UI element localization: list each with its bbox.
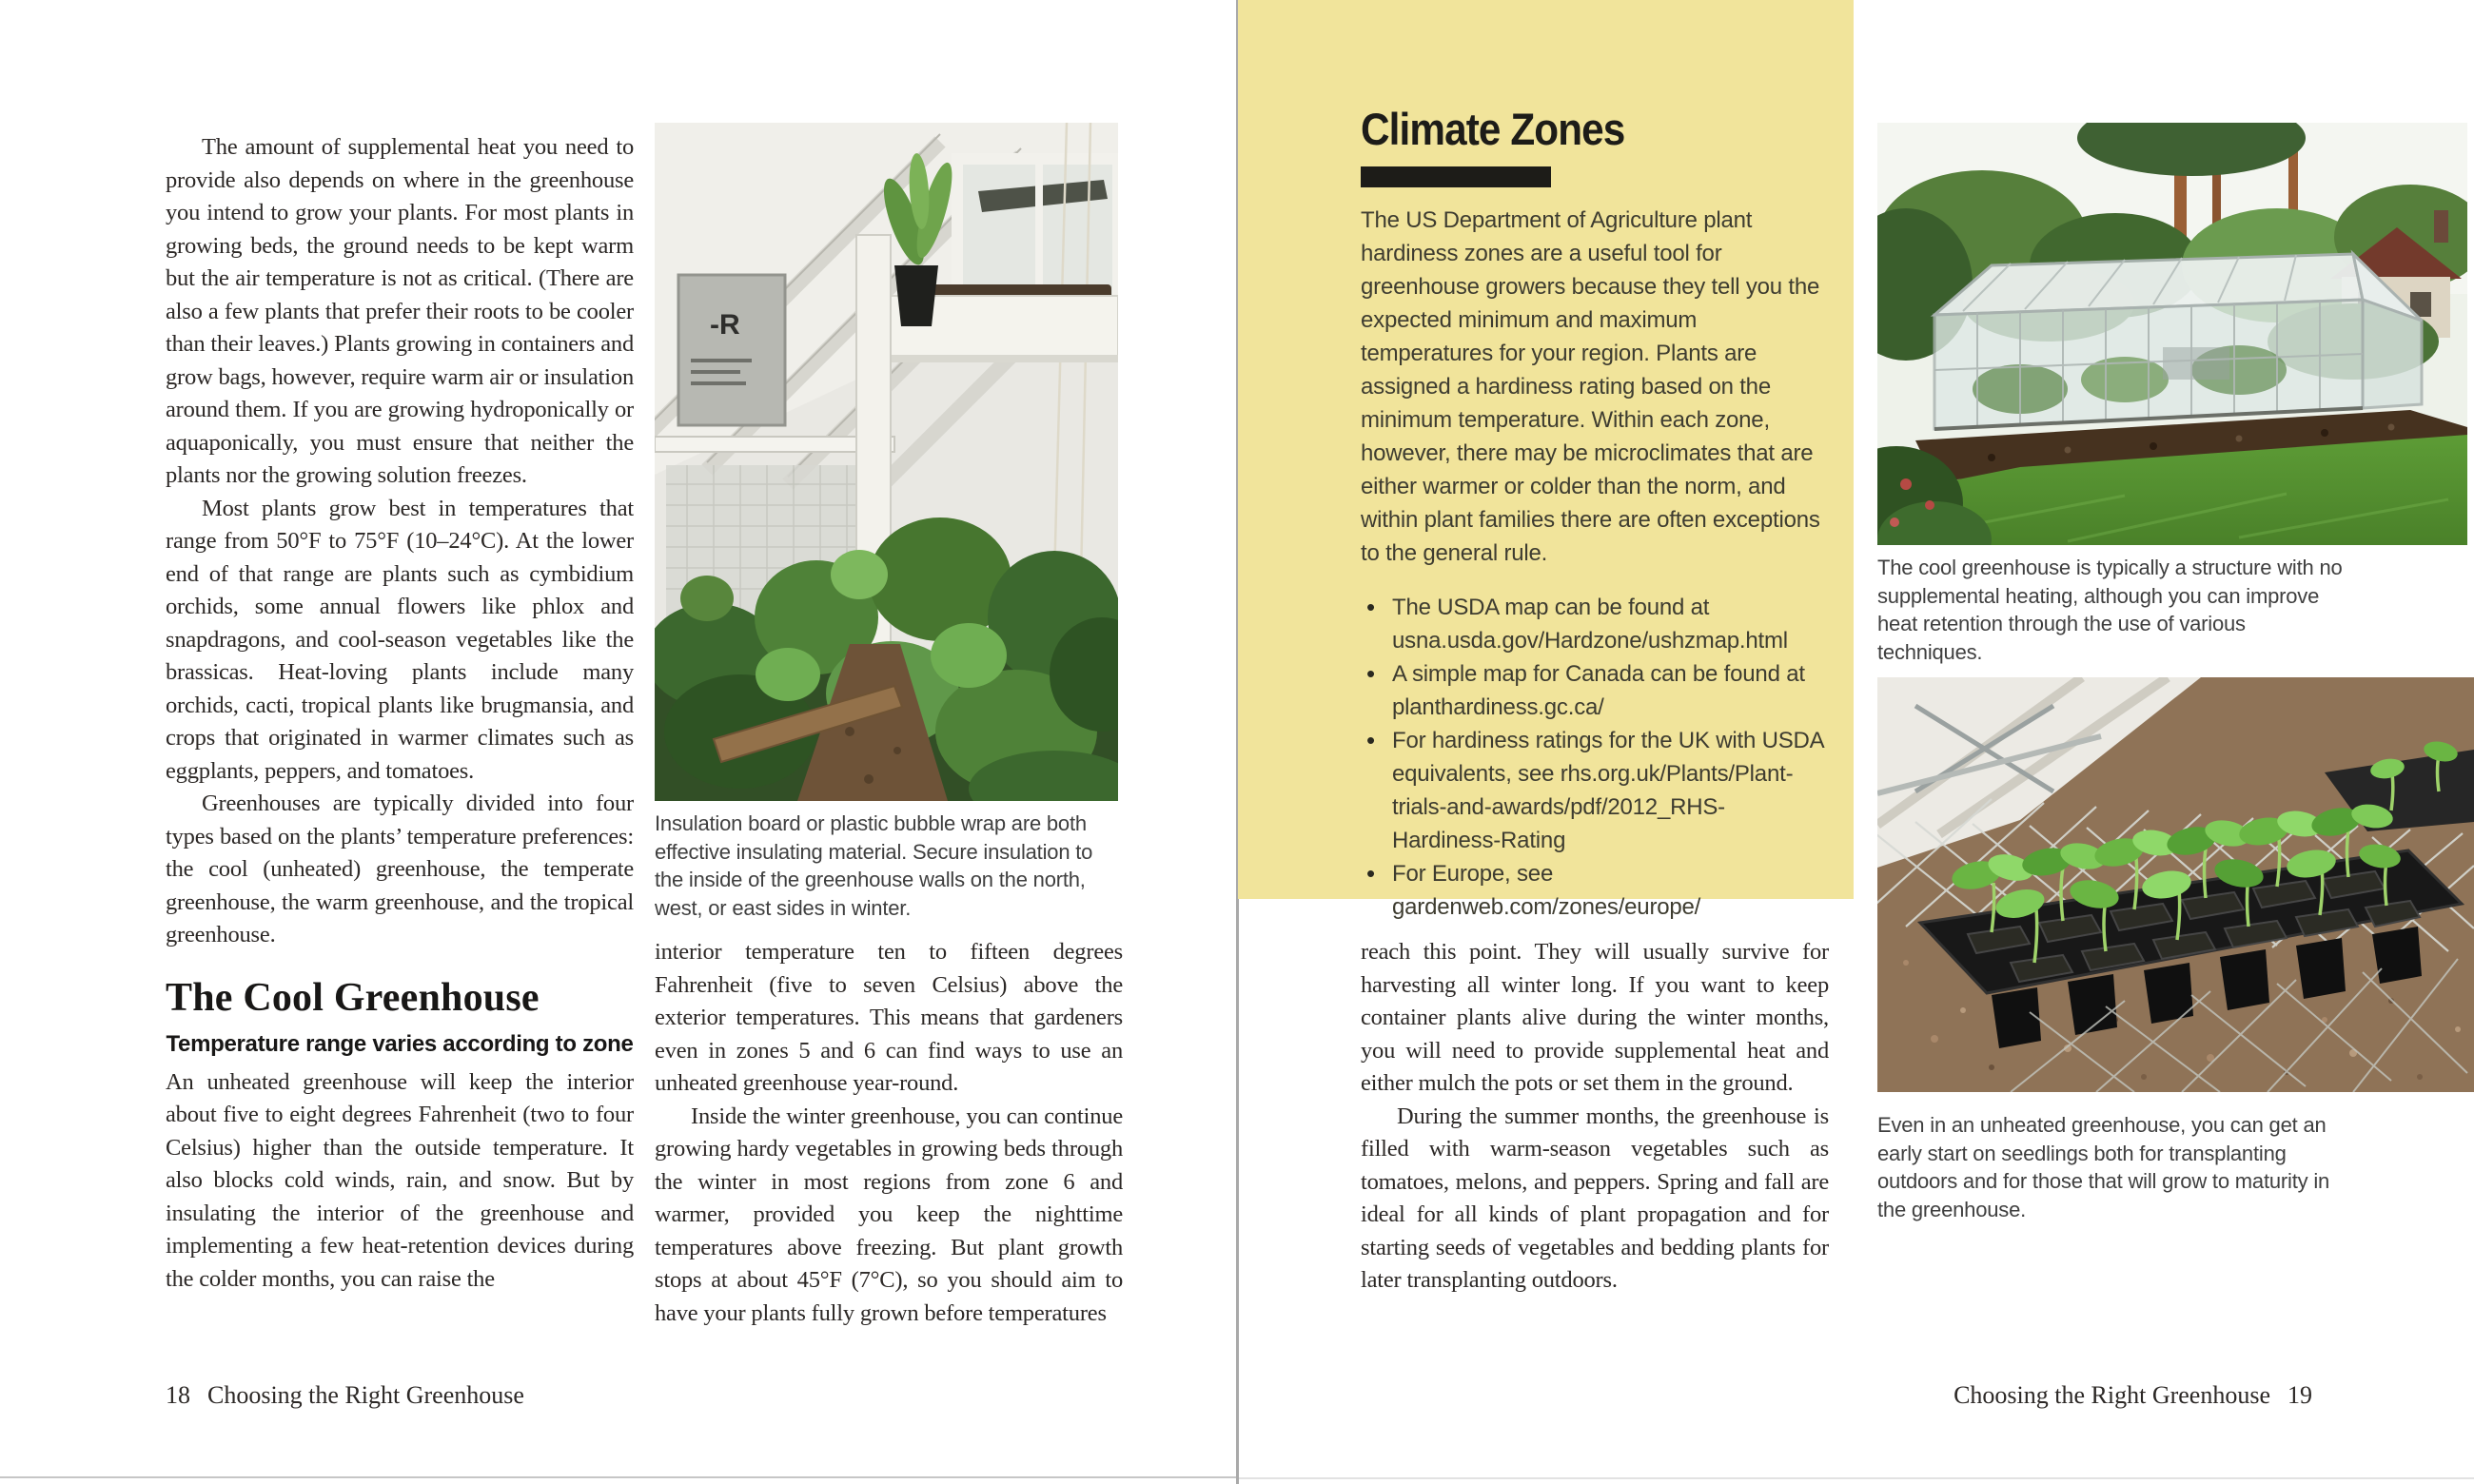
insulation-board: [678, 275, 785, 425]
left-column-1: [166, 131, 634, 1296]
sidebar-intro: The US Department of Agriculture plant hardiness zones are a useful tool for greenhouse growers because they tell you the expected minimum and maximum temperatures for your region. Plants are assigned a hardiness rating based on the minimum temperature. Within each zone, however, there may be microclimates that are either warmer or colder than the norm, and within plant families there are often exceptions to the general rule.: [1361, 207, 1820, 566]
seedlings-illustration: [1877, 677, 2474, 1092]
section-heading: The Cool Greenhouse: [166, 975, 540, 1020]
right-column: [1361, 936, 1829, 1298]
paragraph: Most plants grow best in temperatures that range from 50°F to 75°F (10–24°C). At the lower end of that range are plants such as cymbidium orchids, some annual flowers like phlox and snapdragons, and cool-season vegetables like the brassicas. Heat-loving plants include many orchids, cacti, tropical plants like brugmansia, and crops that originated in warmer climates such as eggplants, peppers, and tomatoes.: [166, 495, 634, 784]
climate-zones-sidebar: [1238, 0, 1854, 920]
paragraph: An unheated greenhouse will keep the interior about five to eight degrees Fahrenheit (two to four Celsius) higher than the outside temperature. It also blocks cold winds, rain, and snow. But by insulating the interior of the greenhouse and implementing a few heat-retention devices during the colder months, you can raise the: [166, 1068, 634, 1292]
greenhouse-exterior-illustration: [1877, 123, 2467, 545]
page-bottom-edge-left: [0, 1476, 1236, 1478]
page-number: 18: [166, 1381, 190, 1409]
paragraph: interior temperature ten to fifteen degrees Fahrenheit (five to seven Celsius) above the exterior temperatures. This means that gardeners even in zones 5 and 6 can find ways to use an unheated greenhouse year-round.: [655, 939, 1123, 1096]
page-footer-right: [1954, 1381, 2312, 1410]
page-footer-left: [166, 1381, 524, 1410]
title-underline-bar: [1361, 166, 1551, 187]
paragraph: During the summer months, the greenhouse is filled with warm-season vegetables such as tomatoes, melons, and peppers. Spring and fall are ideal for all kinds of plant propagation and for starting seeds of vegetables and bedding plants for later transplanting outdoors.: [1361, 1103, 1829, 1293]
photo-greenhouse-interior: [655, 123, 1118, 801]
photo-caption: The cool greenhouse is typically a structure with no supplemental heating, although you can improve heat retention through the use of various techniques.: [1877, 556, 2343, 664]
hardiness-resource-item: • For hardiness ratings for the UK with USDA equivalents, see rhs.org.uk/Plants/Plant-trials-and-awards/pdf/2012_RHS-Hardiness-Rating: [1361, 724, 1833, 857]
paragraph: Greenhouses are typically divided into four types based on the plants’ temperature preferences: the cool (unheated) greenhouse, the temperate greenhouse, the warm greenhouse, and the tropical greenhouse.: [166, 791, 634, 947]
hardiness-resources-list: [1361, 591, 1833, 924]
paragraph: The amount of supplemental heat you need to provide also depends on where in the greenhouse you intend to grow your plants. For most plants in growing beds, the ground needs to be kept warm but the air temperature is not as critical. (There are also a few plants that prefer their roots to be cooler than their leaves.) Plants growing in containers and grow bags, however, require warm air or insulation around them. If you are growing hydroponically or aquaponically, you must ensure that neither the plants nor the growing solution freezes.: [166, 134, 634, 488]
photo-caption: Insulation board or plastic bubble wrap are both effective insulating material. Secure insulation to the inside of the greenhouse walls on the north, west, or east sides in winter.: [655, 811, 1093, 920]
left-column-2: [655, 936, 1123, 1330]
running-title: Choosing the Right Greenhouse: [1954, 1381, 2270, 1409]
paragraph: reach this point. They will usually survive for harvesting all winter long. If you want to keep container plants alive during the winter months, you will need to provide supplemental heat and either mulch the pots or set them in the ground.: [1361, 939, 1829, 1096]
paragraph: Inside the winter greenhouse, you can continue growing hardy vegetables in growing beds through the winter in most regions from zone 6 and warmer, provided you keep the nighttime temperatures above freezing. But plant growth stops at about 45°F (7°C), so you should aim to have your plants fully grown before temperatures: [655, 1103, 1123, 1326]
section-subheading: Temperature range varies according to zone: [166, 1030, 634, 1057]
sidebar-title: Climate Zones: [1361, 104, 1625, 154]
hardiness-resource-item: • For Europe, see gardenweb.com/zones/europe/: [1361, 857, 1833, 924]
glass-greenhouse: [1934, 254, 2422, 429]
svg-text:-R: -R: [710, 309, 740, 341]
greenhouse-interior-illustration: [655, 123, 1118, 801]
page-bottom-edge-right: [1239, 1477, 2474, 1479]
photo-caption: Even in an unheated greenhouse, you can get an early start on seedlings both for transplanting outdoors and for those that will grow to maturity in the greenhouse.: [1877, 1113, 2330, 1221]
hardiness-resource-item: • The USDA map can be found at usna.usda.gov/Hardzone/ushzmap.html: [1361, 591, 1833, 657]
photo-seedling-trays: [1877, 677, 2474, 1092]
page-number: 19: [2287, 1381, 2312, 1409]
hardiness-resource-item: • A simple map for Canada can be found at planthardiness.gc.ca/: [1361, 657, 1833, 724]
photo-cool-greenhouse-exterior: [1877, 123, 2467, 545]
running-title: Choosing the Right Greenhouse: [207, 1381, 524, 1409]
